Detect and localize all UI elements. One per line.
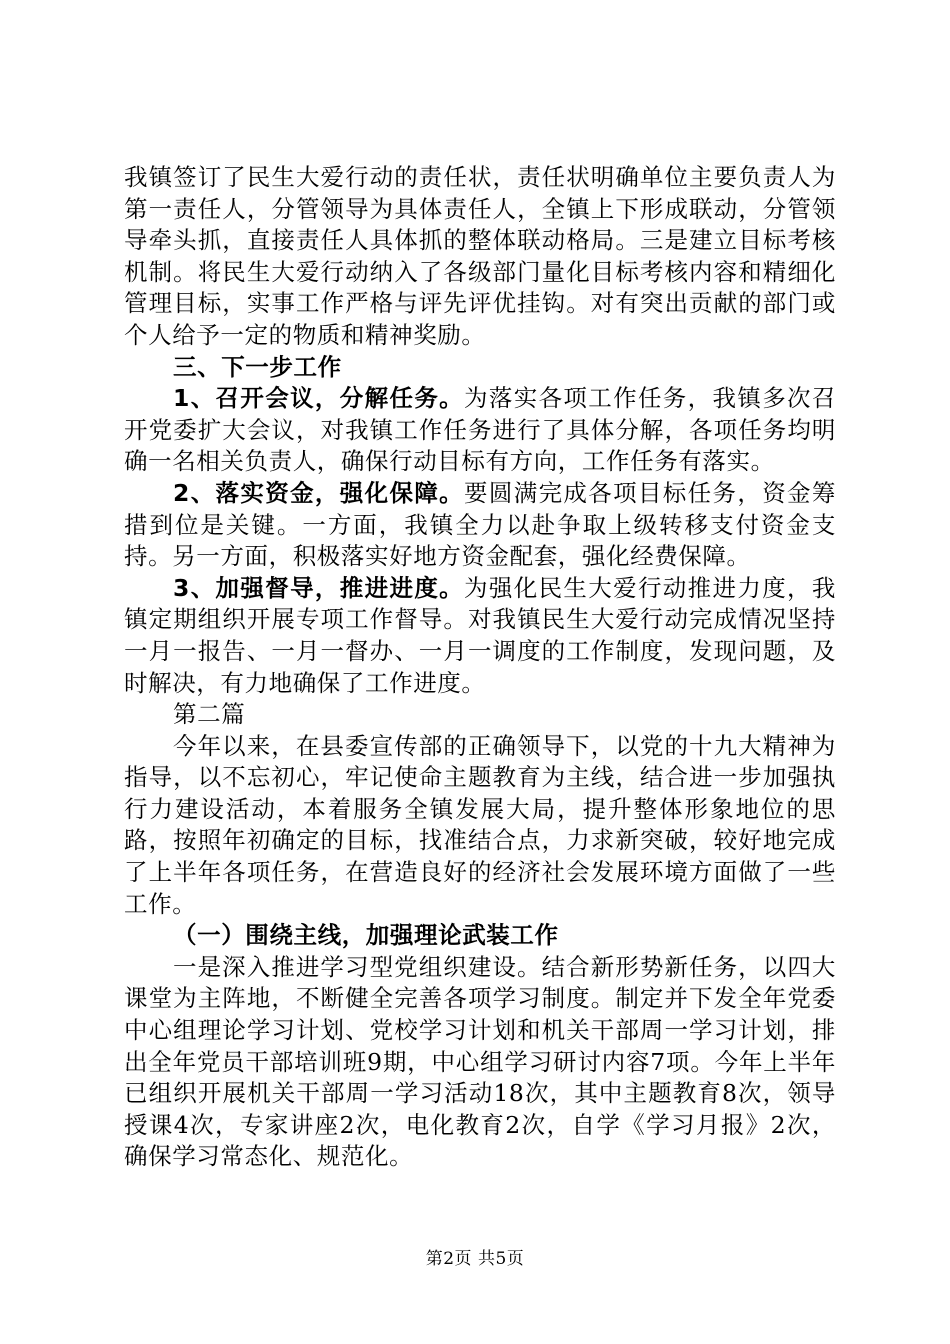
paragraph-responsibility: 我镇签订了民生大爱行动的责任状，责任状明确单位主要负责人为第一责任人，分管领导为具体责任人，全镇上下形成联动，分管领导牵头抓，直接责任人具体抓的整体联动格局。三是建立目标考核机制。将民生大爱行动纳入了各级部门量化目标考核内容和精细化管理目标，实事工作严格与评先评优挂钩。对有突出贡献的部门或个人给予一定的物质和精神奖励。 — [124, 163, 836, 349]
item-2-lead: 2、落实资金，强化保障。 — [173, 478, 465, 507]
paragraph-item-1 — [124, 383, 836, 478]
page-footer: 第2页 共5页 — [425, 1249, 525, 1269]
item-3-text: 为强化民生大爱行动推进力度，我镇定期组织开展专项工作督导。对我镇民生大爱行动完成情况坚持一月一报告、一月一督办、一月一调度的工作制度，发现问题，及时解决，有力地确保了工作进度。 — [124, 573, 836, 697]
item-1-lead: 1、召开会议，分解任务。 — [173, 384, 465, 413]
item-3-lead: 3、加强督导，推进进度。 — [173, 573, 465, 602]
paragraph-item-3 — [124, 573, 836, 699]
paragraph-learning: 一是深入推进学习型党组织建设。结合新形势新任务，以四大课堂为主阵地，不断健全完善各项学习制度。制定并下发全年党委中心组理论学习计划、党校学习计划和机关干部周一学习计划，排出全年党员干部培训班9期，中心组学习研讨内容7项。今年上半年已组织开展机关干部周一学习活动18次，其中主题教育8次，领导授课4次，专家讲座2次，电化教育2次，自学《学习月报》2次，确保学习常态化、规范化。 — [124, 952, 836, 1171]
paragraph-intro: 今年以来，在县委宣传部的正确领导下，以党的十九大精神为指导，以不忘初心，牢记使命主题教育为主线，结合进一步加强执行力建设活动，本着服务全镇发展大局，提升整体形象地位的思路，按照年初确定的目标，找准结合点，力求新突破，较好地完成了上半年各项任务，在营造良好的经济社会发展环境方面做了一些工作。 — [124, 731, 836, 918]
heading-next-steps: 三、下一步工作 — [173, 352, 342, 381]
section-title-second: 第二篇 — [173, 700, 246, 729]
item-1-text: 为落实各项工作任务，我镇多次召开党委扩大会议，对我镇工作任务进行了具体分解，各项任务均明确一名相关负责人，确保行动目标有方向，工作任务有落实。 — [124, 384, 836, 476]
heading-theory: （一）围绕主线，加强理论武装工作 — [173, 921, 559, 950]
paragraph-item-2 — [124, 478, 836, 573]
document-body — [124, 162, 836, 1173]
item-2-text: 要圆满完成各项目标任务，资金筹措到位是关键。一方面，我镇全力以赴争取上级转移支付资金支持。另一方面，积极落实好地方资金配套，强化经费保障。 — [124, 478, 836, 571]
